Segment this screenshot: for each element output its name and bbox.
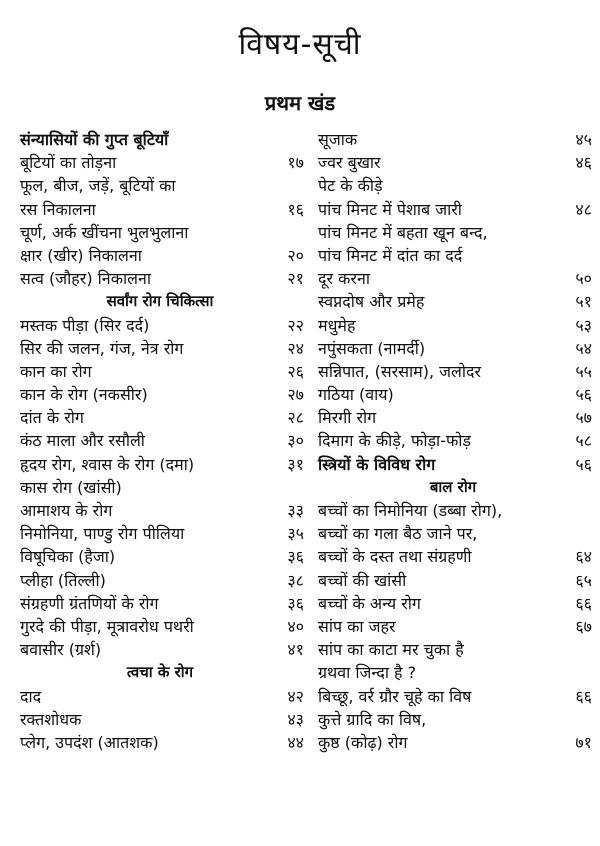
entry-title: ग्रथवा जिन्दा है ?: [318, 663, 417, 683]
entry-title: दूर करना: [318, 269, 370, 289]
page-number: १६: [287, 199, 304, 219]
toc-entry: [314, 267, 592, 290]
page-number: ३६: [287, 593, 304, 613]
entry-title: सांप का जहर: [318, 616, 396, 636]
page-number: ५६: [575, 385, 592, 405]
toc-entry: [16, 638, 304, 661]
entry-title: संन्यासियों की गुप्त बूटियाँ: [20, 130, 169, 149]
entry-title: चूर्ण, अर्क खींचना भुलभुलाना: [20, 222, 189, 242]
entry-title: रक्तशोधक: [20, 709, 82, 729]
toc-entry: [16, 221, 304, 244]
entry-title: कुत्ते ग्रादि का विष,: [318, 709, 427, 729]
entry-title: बाल रोग: [429, 477, 477, 496]
page-number: २८: [287, 408, 304, 428]
entry-title: रस निकालना: [20, 199, 96, 219]
entry-title: दांत के रोग: [20, 408, 84, 428]
entry-title: पांच मिनट में दांत का दर्द: [318, 245, 463, 265]
page-number: २१: [287, 269, 304, 289]
entry-title: विषूचिका (हैजा): [20, 547, 116, 567]
toc-entry: [314, 569, 592, 592]
page-number: २७: [287, 385, 304, 405]
entry-title: मस्तक पीड़ा (सिर दर्द): [20, 315, 150, 335]
toc-entry: [314, 383, 592, 406]
entry-title: त्वचा के रोग: [126, 663, 194, 682]
page-number: २४: [287, 338, 304, 358]
section-heading: [16, 661, 304, 684]
entry-title: फूल, बीज, जड़ें, बूटियों का: [20, 176, 176, 196]
entry-title: कान के रोग (नकसीर): [20, 385, 148, 405]
toc-entry: [314, 453, 592, 476]
page-number: ३६: [287, 547, 304, 567]
toc-entry: [314, 522, 592, 545]
page-number: ६५: [575, 570, 592, 590]
entry-title: बूटियों का तोड़ना: [20, 153, 117, 173]
entry-title: क्षार (खीर) निकालना: [20, 245, 142, 265]
page-number: ४३: [287, 709, 304, 729]
page-number: ६६: [575, 593, 592, 613]
page-number: ३८: [287, 570, 304, 590]
entry-title: सन्निपात, (सरसाम), जलोदर: [318, 361, 482, 381]
toc-entry: [16, 267, 304, 290]
entry-title: ज्वर बुखार: [318, 153, 381, 173]
entry-title: गठिया (वाय): [318, 385, 394, 405]
toc-entry: [16, 383, 304, 406]
toc-entry: [314, 638, 592, 661]
toc-entry: [16, 592, 304, 615]
page-number: ३३: [287, 501, 304, 520]
toc-entry: [314, 429, 592, 452]
entry-title: बिच्छू, वर्र ग्रौर चूहे का विष: [318, 686, 472, 706]
entry-title: स्त्रियों के विविध रोग: [318, 454, 436, 474]
toc-entry: [314, 337, 592, 360]
entry-title: बच्चों के अन्य रोग: [318, 593, 421, 613]
page-number: ५५: [575, 361, 592, 381]
entry-title: सूजाक: [318, 130, 358, 149]
page-number: ४५: [575, 130, 592, 149]
entry-title: बवासीर (ग्रर्श): [20, 640, 102, 660]
toc-entry: [16, 499, 304, 522]
right-column: [314, 128, 592, 754]
entry-title: निमोनिया, पाण्डु रोग पीलिया: [20, 524, 185, 544]
toc-entry: [314, 661, 592, 684]
toc-entry: [16, 522, 304, 545]
toc-entry: [314, 221, 592, 244]
toc-entry: [16, 476, 304, 499]
toc-entry: [314, 499, 592, 522]
toc-entry: [16, 128, 304, 151]
entry-title: सत्व (जौहर) निकालना: [20, 269, 151, 289]
page-number: ४८: [575, 199, 592, 219]
entry-title: सर्वांग रोग चिकित्सा: [106, 292, 214, 311]
page-number: ६६: [575, 686, 592, 706]
page-number: २०: [287, 245, 304, 265]
page-number: ५३: [575, 315, 592, 335]
page-number: ४६: [575, 153, 592, 173]
entry-title: कुष्ठ (कोढ़) रोग: [318, 732, 408, 752]
toc-entry: [314, 592, 592, 615]
entry-title: सांप का काटा मर चुका है: [318, 640, 464, 660]
page-number: ३०: [287, 431, 304, 451]
page-number: ३५: [287, 524, 304, 544]
toc-entry: [16, 731, 304, 754]
entry-title: कास रोग (खांसी): [20, 477, 122, 497]
toc-entry: [16, 151, 304, 174]
toc-entry: [314, 708, 592, 731]
page-number: ५४: [575, 338, 592, 358]
toc-entry: [16, 174, 304, 197]
toc-entry: [314, 731, 592, 754]
toc-entry: [16, 685, 304, 708]
page-number: २६: [287, 361, 304, 381]
toc-entry: [314, 360, 592, 383]
page-number: ५८: [575, 431, 592, 451]
page-title: विषय-सूची: [238, 27, 362, 62]
section-heading: [314, 476, 592, 499]
entry-title: दाद: [20, 686, 42, 706]
toc-entry: [314, 685, 592, 708]
entry-title: कंठ माला और रसौली: [20, 431, 145, 451]
section-title: प्रथम खंड: [264, 91, 336, 115]
page-number: ४१: [287, 640, 304, 660]
toc-entry: [314, 615, 592, 638]
toc-entry: [16, 406, 304, 429]
toc-entry: [314, 290, 592, 313]
page-number: २२: [287, 315, 304, 335]
toc-entry: [314, 545, 592, 568]
toc-entry: [16, 360, 304, 383]
entry-title: प्लीहा (तिल्ली): [20, 570, 106, 590]
toc-entry: [16, 429, 304, 452]
toc-entry: [16, 198, 304, 221]
entry-title: बच्चों का निमोनिया (डब्बा रोग),: [318, 501, 503, 520]
page-number: ५१: [575, 292, 592, 312]
page-number: ४२: [287, 686, 304, 706]
toc-entry: [314, 314, 592, 337]
entry-title: सिर की जलन, गंज, नेत्र रोग: [20, 338, 184, 358]
page-number: ६४: [575, 547, 592, 567]
entry-title: पेट के कीड़े: [318, 176, 383, 196]
toc-entry: [314, 244, 592, 267]
entry-title: मधुमेह: [318, 315, 356, 335]
page-number: ७१: [575, 732, 592, 752]
toc-entry: [16, 314, 304, 337]
toc-entry: [314, 174, 592, 197]
section-heading: [16, 290, 304, 313]
entry-title: गुरदे की पीड़ा, मूत्रावरोध पथरी: [20, 616, 194, 636]
entry-title: पांच मिनट में बहता खून बन्द,: [318, 222, 488, 242]
page-number: ४४: [287, 732, 304, 752]
left-column: [16, 128, 304, 754]
toc-entry: [16, 453, 304, 476]
toc-entry: [16, 615, 304, 638]
entry-title: स्वप्नदोष और प्रमेह: [318, 292, 425, 312]
entry-title: बच्चों के दस्त तथा संग्रहणी: [318, 547, 472, 567]
page-number: ४०: [287, 616, 304, 636]
entry-title: पांच मिनट में पेशाब जारी: [318, 199, 462, 219]
toc-entry: [16, 569, 304, 592]
entry-title: संग्रहणी ग्रंतणियों के रोग: [20, 593, 159, 613]
entry-title: बच्चों का गला बैठ जाने पर,: [318, 524, 478, 544]
entry-title: मिरगी रोग: [318, 408, 377, 428]
toc-entry: [314, 406, 592, 429]
page-number: ५०: [575, 269, 592, 289]
entry-title: कान का रोग: [20, 361, 92, 381]
toc-entry: [314, 198, 592, 221]
toc-entry: [16, 545, 304, 568]
toc-entry: [16, 244, 304, 267]
entry-title: प्लेग, उपदंश (आतशक): [20, 732, 159, 752]
entry-title: दिमाग के कीड़े, फोड़ा-फोड़: [318, 431, 471, 451]
entry-title: बच्चों की खांसी: [318, 570, 407, 590]
toc-entry: [314, 128, 592, 151]
toc-entry: [16, 708, 304, 731]
entry-title: आमाशय के रोग: [20, 501, 113, 520]
page-number: ५६: [575, 454, 592, 474]
page-number: १७: [287, 153, 304, 173]
entry-title: हृदय रोग, श्वास के रोग (दमा): [20, 454, 195, 474]
entry-title: नपुंसकता (नामर्दी): [318, 338, 426, 358]
page-number: ५७: [575, 408, 592, 428]
toc-entry: [16, 337, 304, 360]
toc-entry: [314, 151, 592, 174]
page-number: ६७: [575, 616, 592, 636]
page-number: ३१: [287, 454, 304, 474]
